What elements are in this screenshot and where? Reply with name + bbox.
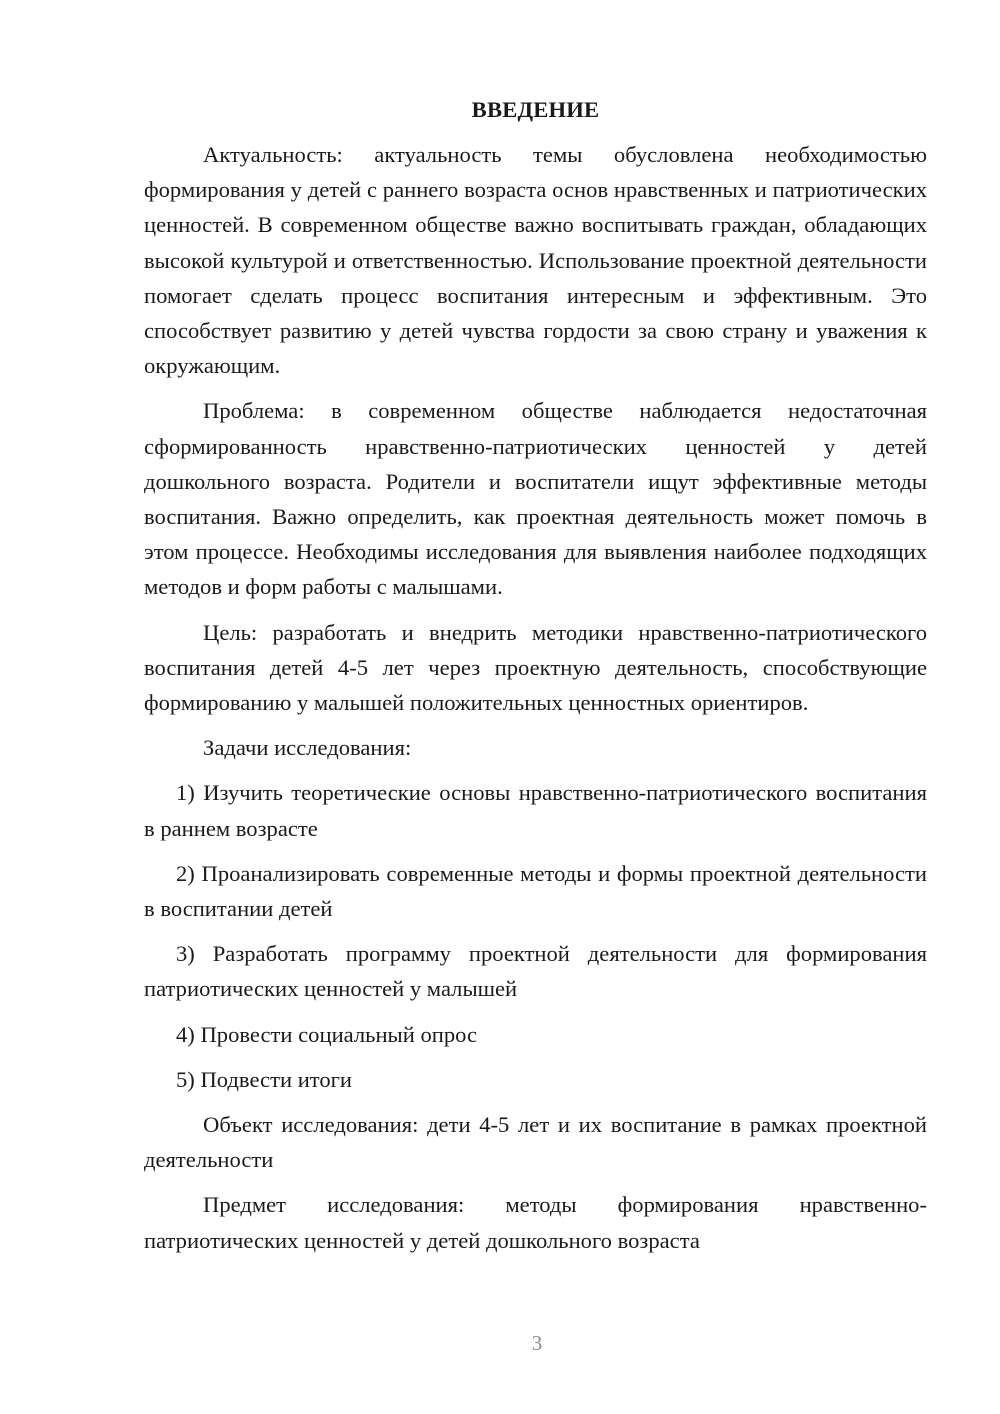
relevance-paragraph: Актуальность: актуальность темы обусловлена необходимостью формирования у детей с раннего возраста основ нравственных и патриотических ценностей. В современном обществе важно воспитывать граждан, обладающих высокой культурой и ответственностью. Использование проектной деятельности помогает сделать процесс воспитания интересным и эффективным. Это способствует развитию у детей чувства гордости за свою страну и уважения к окружающим. [144,142,927,379]
page-content [144,92,927,1258]
task-item-5: 5) Подвести итоги [176,1066,353,1092]
subject-paragraph: Предмет исследования: методы формирования нравственно-патриотических ценностей у детей дошкольного возраста [144,1192,927,1253]
page-number: 3 [531,1331,543,1355]
task-item-3: 3) Разработать программу проектной деятельности для формирования патриотических ценностей у малышей [144,941,927,1002]
task-item-2: 2) Проанализировать современные методы и формы проектной деятельности в воспитании детей [144,860,927,922]
tasks-heading: Задачи исследования: [203,735,412,761]
task-item-1: 1) Изучить теоретические основы нравственно-патриотического воспитания в раннем возрасте [144,780,927,841]
task-item-4: 4) Провести социальный опрос [176,1021,478,1047]
goal-paragraph: Цель: разработать и внедрить методики нравственно-патриотического воспитания детей 4-5 лет через проектную деятельность, способствующие формированию у малышей положительных ценностных ориентиров. [144,619,927,716]
section-title: ВВЕДЕНИЕ [471,97,600,122]
problem-paragraph: Проблема: в современном обществе наблюдается недостаточная сформированность нравственно-патриотических ценностей у детей дошкольного возраста. Родители и воспитатели ищут эффективные методы воспитания. Важно определить, как проектная деятельность может помочь в этом процессе. Необходимы исследования для выявления наиболее подходящих методов и форм работы с малышами. [144,398,927,600]
object-paragraph: Объект исследования: дети 4-5 лет и их воспитание в рамках проектной деятельности [144,1112,927,1173]
